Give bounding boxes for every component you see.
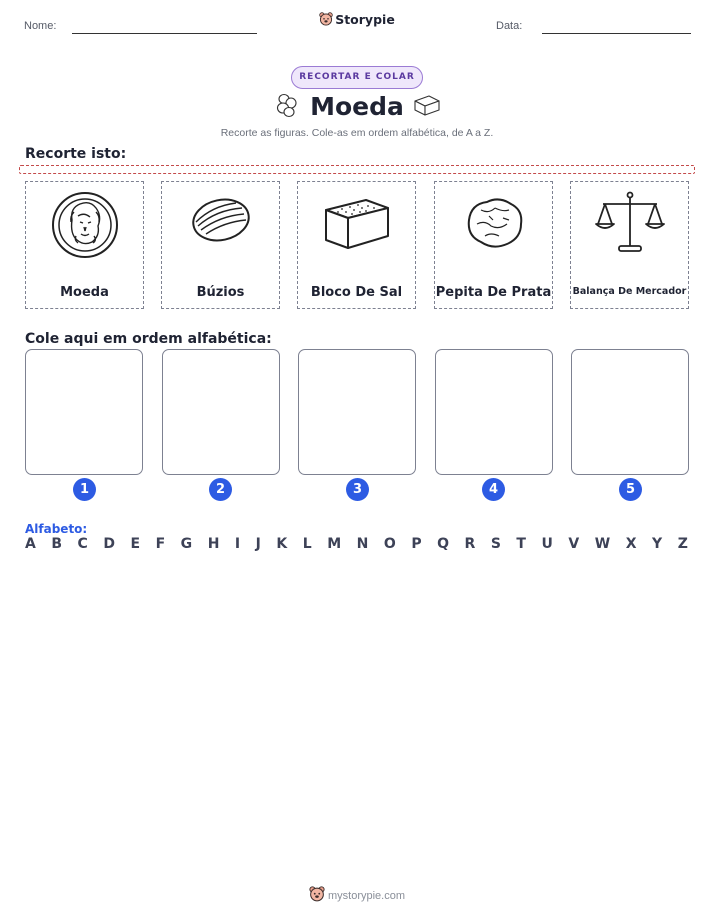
card-buzios[interactable] — [161, 181, 280, 309]
card-label: Búzios — [196, 285, 245, 300]
alphabet-letter: A — [25, 536, 36, 552]
page-title: Moeda — [310, 92, 404, 121]
card-balanca-de-mercador[interactable] — [570, 181, 689, 309]
paste-box-4[interactable] — [435, 349, 553, 475]
paste-box-1[interactable] — [25, 349, 143, 475]
alphabet-letter: O — [383, 536, 396, 552]
activity-badge: RECORTAR E COLAR — [291, 66, 423, 89]
alphabet-letter: M — [327, 536, 342, 552]
alphabet-letter: X — [625, 536, 637, 552]
alphabet-letter: C — [77, 536, 88, 552]
alphabet-letter: P — [411, 536, 422, 552]
number-badge-4: 4 — [482, 478, 505, 501]
alphabet-letter: I — [234, 536, 241, 552]
brand-name: Storypie — [335, 12, 395, 27]
alphabet-letter: K — [276, 536, 288, 552]
footer-url[interactable]: mystorypie.com — [327, 890, 406, 902]
alphabet-letter: R — [464, 536, 476, 552]
alphabet-letter: B — [51, 536, 63, 552]
cut-line — [19, 165, 695, 174]
alphabet-letter: F — [155, 536, 166, 552]
date-label: Data: — [496, 20, 523, 32]
card-label: Pepita De Prata — [435, 285, 552, 300]
alphabet-letter: J — [255, 536, 261, 552]
alphabet-letter: V — [568, 536, 580, 552]
number-badge-3: 3 — [346, 478, 369, 501]
name-label: Nome: — [24, 20, 57, 32]
silver-nugget-icon — [459, 190, 529, 260]
card-pepita-de-prata[interactable] — [434, 181, 553, 309]
card-label: Balança De Mercador — [572, 286, 687, 297]
paste-heading: Cole aqui em ordem alfabética: — [25, 331, 272, 347]
alphabet-letter: Q — [437, 536, 449, 552]
bear-logo-icon — [319, 12, 333, 27]
paste-box-5[interactable] — [571, 349, 689, 475]
card-label: Bloco De Sal — [310, 285, 403, 300]
alphabet-letter: W — [594, 536, 611, 552]
cowrie-shell-icon — [186, 190, 256, 260]
instructions: Recorte as figuras. Cole-as em ordem alfabética, de A a Z. — [220, 127, 494, 139]
bear-footer-icon — [309, 886, 325, 903]
alphabet-letter: H — [207, 536, 220, 552]
salt-block-title-icon — [412, 92, 442, 118]
paste-box-3[interactable] — [298, 349, 416, 475]
alphabet-letter: S — [490, 536, 501, 552]
alphabet-letter: E — [130, 536, 141, 552]
salt-block-icon — [322, 190, 392, 260]
brand-logo — [0, 12, 714, 27]
alphabet-letter: T — [516, 536, 526, 552]
number-badge-1: 1 — [73, 478, 96, 501]
name-line[interactable] — [72, 33, 257, 34]
alphabet-letter: N — [356, 536, 369, 552]
cut-heading: Recorte isto: — [25, 146, 127, 162]
paste-box-2[interactable] — [162, 349, 280, 475]
alphabet-letter: Y — [652, 536, 663, 552]
card-bloco-de-sal[interactable] — [297, 181, 416, 309]
alphabet-letter: G — [180, 536, 193, 552]
alphabet-heading: Alfabeto: — [25, 522, 88, 536]
alphabet-letter: D — [103, 536, 115, 552]
number-badge-5: 5 — [619, 478, 642, 501]
alphabet-letter: U — [541, 536, 553, 552]
alphabet-letter: L — [302, 536, 312, 552]
number-badge-2: 2 — [209, 478, 232, 501]
alphabet-row — [25, 536, 688, 552]
card-moeda[interactable] — [25, 181, 144, 309]
alphabet-letter: Z — [677, 536, 688, 552]
date-line[interactable] — [542, 33, 691, 34]
card-label: Moeda — [60, 285, 109, 300]
footer — [0, 886, 714, 903]
lion-coin-icon — [50, 190, 120, 260]
balance-scale-icon — [595, 190, 665, 260]
